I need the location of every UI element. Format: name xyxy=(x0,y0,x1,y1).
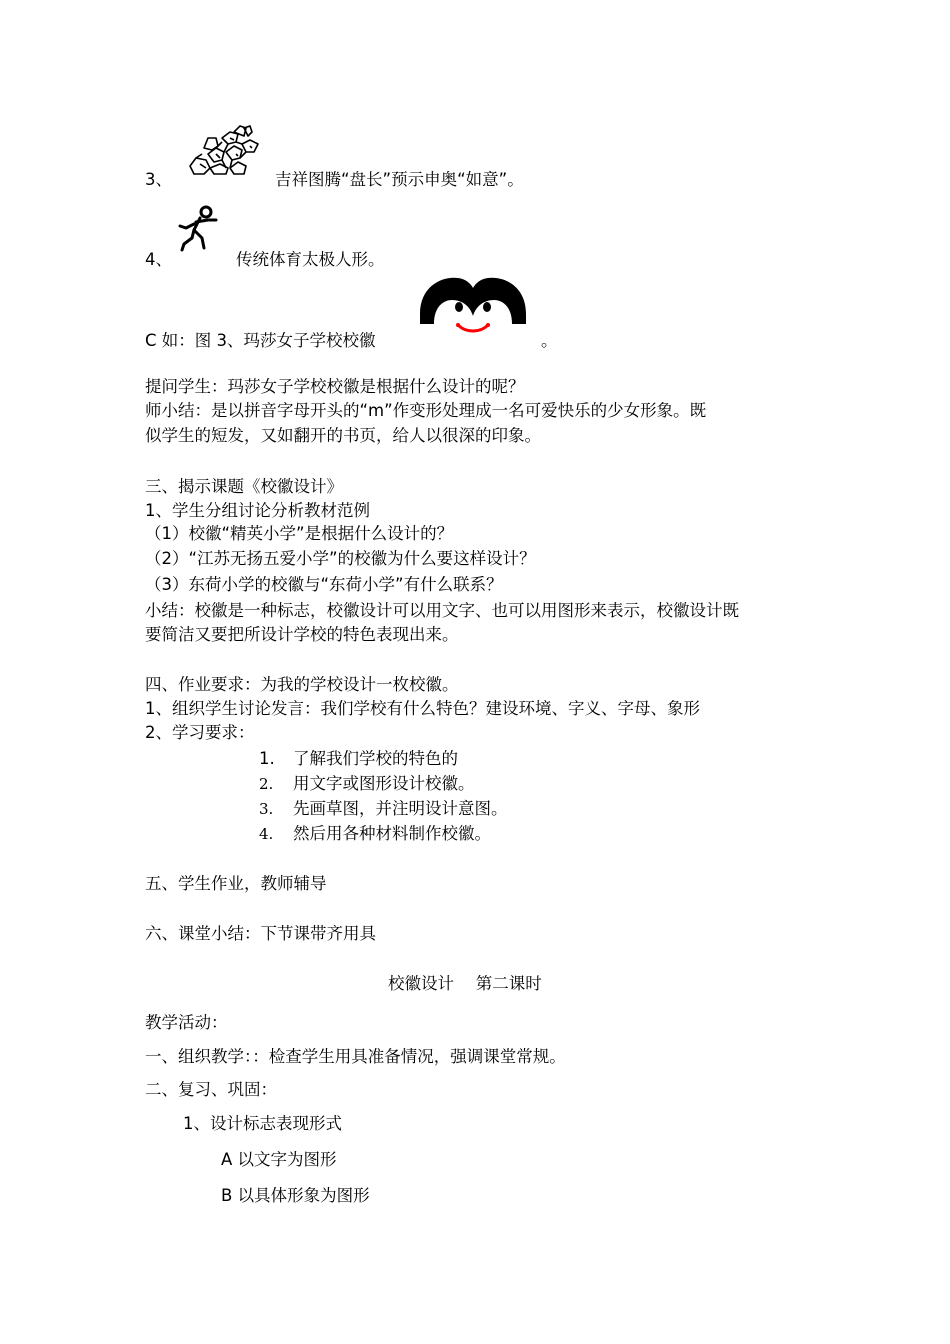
section-4-item-2: 2、学习要求： xyxy=(145,723,255,742)
lesson-2-activity: 教学活动： xyxy=(145,1013,228,1032)
section-3-summary-line-2: 要简洁又要把所设计学校的特色表现出来。 xyxy=(145,625,459,644)
requirement-2-number: 2. xyxy=(259,775,274,793)
section-4-heading: 四、作业要求：为我的学校设计一枚校徽。 xyxy=(145,675,459,694)
requirement-1-text: 了解我们学校的特色的 xyxy=(293,749,458,768)
section-6-heading: 六、课堂小结：下节课带齐用具 xyxy=(145,924,376,943)
requirement-4-text: 然后用各种材料制作校徽。 xyxy=(293,824,491,843)
lesson-2-sub-a: A 以文字为图形 xyxy=(221,1150,337,1169)
section-3-question-3: （3）东荷小学的校徽与“东荷小学”有什么联系？ xyxy=(145,575,503,594)
lesson-2-step-2: 二、复习、巩固： xyxy=(145,1080,277,1099)
panchang-knot-icon xyxy=(186,124,266,178)
requirement-1-number: 1. xyxy=(259,749,275,768)
requirement-3-number: 3. xyxy=(259,800,274,818)
section-3-heading: 三、揭示课题《校徽设计》 xyxy=(145,477,343,496)
lesson-2-step-1: 一、组织教学：：检查学生用具准备情况，强调课堂常规。 xyxy=(145,1047,566,1066)
section-4-item-1: 1、组织学生讨论发言：我们学校有什么特色？建设环境、字义、字母、象形 xyxy=(145,699,700,718)
item-c-end: 。 xyxy=(541,331,558,350)
martha-girl-m-emblem xyxy=(416,276,530,340)
item-3-number: 3、 xyxy=(145,170,172,189)
requirement-2-text: 用文字或图形设计校徽。 xyxy=(293,774,475,793)
requirement-3-text: 先画草图，并注明设计意图。 xyxy=(293,799,508,818)
lesson-2-sub-1: 1、设计标志表现形式 xyxy=(183,1114,342,1133)
section-3-summary-line-1: 小结：校徽是一种标志，校徽设计可以用文字、也可以用图形来表示，校徽设计既 xyxy=(145,601,739,620)
item-c-text: C 如：图 3、玛莎女子学校校徽 xyxy=(145,331,376,350)
question-paragraph: 提问学生：玛莎女子学校校徽是根据什么设计的呢？ xyxy=(145,377,525,396)
section-3-question-1: （1）校徽“精英小学”是根据什么设计的？ xyxy=(145,524,454,543)
item-4-text: 传统体育太极人形。 xyxy=(236,250,385,269)
requirement-4-number: 4. xyxy=(259,825,274,843)
summary-line-1: 师小结：是以拼音字母开头的“m”作变形处理成一名可爱快乐的少女形象。既 xyxy=(145,401,707,420)
summary-line-2: 似学生的短发，又如翻开的书页，给人以很深的印象。 xyxy=(145,426,541,445)
section-3-item-1: 1、学生分组讨论分析教材范例 xyxy=(145,501,370,520)
lesson-2-sub-b: B 以具体形象为图形 xyxy=(221,1186,370,1205)
item-3-text: 吉祥图腾“盘长”预示申奥“如意”。 xyxy=(275,170,524,189)
section-5-heading: 五、学生作业，教师辅导 xyxy=(145,874,327,893)
lesson-2-title: 校徽设计 第二课时 xyxy=(388,974,542,993)
section-3-question-2: （2）“江苏无扬五爱小学”的校徽为什么要这样设计？ xyxy=(145,549,536,568)
taiji-figure-icon xyxy=(178,204,220,252)
item-4-number: 4、 xyxy=(145,250,172,269)
